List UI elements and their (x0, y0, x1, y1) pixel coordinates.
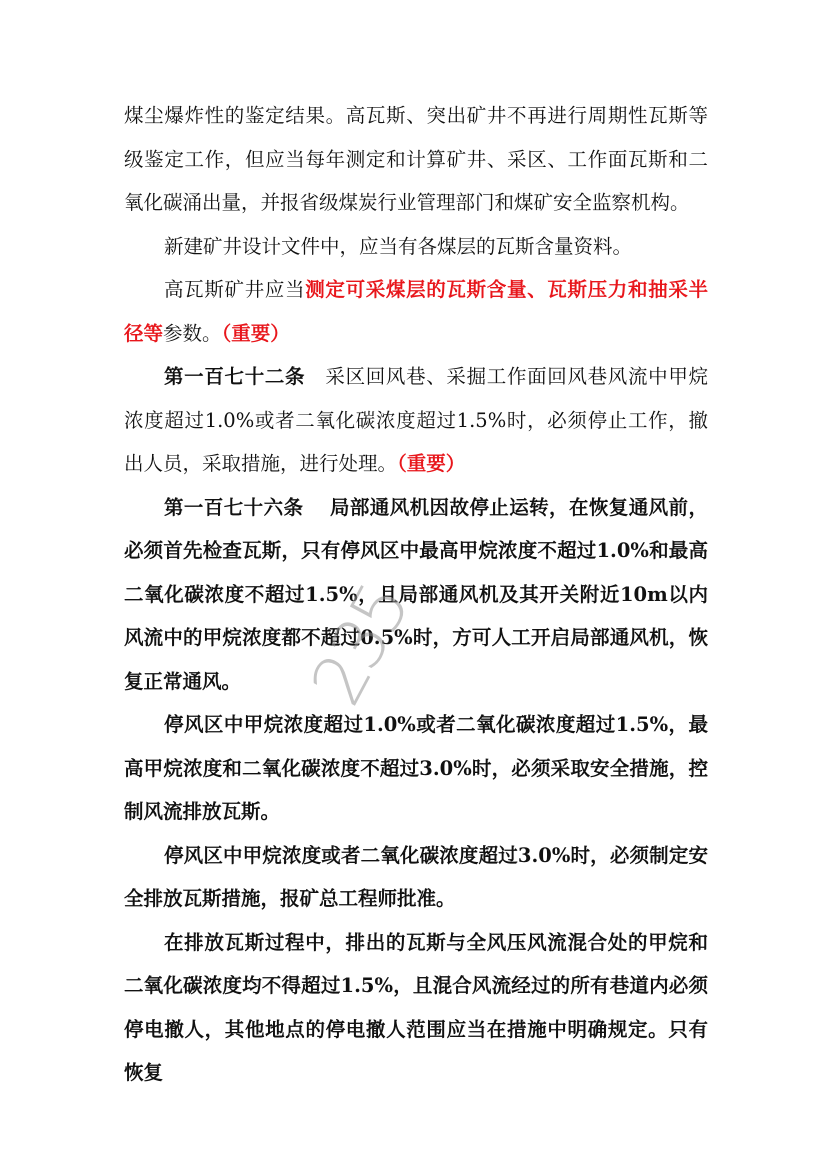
text-segment: 新建矿井设计文件中，应当有各煤层的瓦斯含量资料。 (164, 234, 633, 258)
text-segment: 高瓦斯矿井应当 (164, 278, 306, 301)
document-page (124, 94, 708, 1095)
important-tag: （重要） (221, 321, 290, 345)
article-172 (124, 355, 708, 486)
text-segment: 参数。 (163, 321, 222, 345)
text-segment: 煤尘爆炸性的鉴定结果。高瓦斯、突出矿井不再进行周期性瓦斯等级鉴定工作，但应当每年测定和计算矿井、采区、工作面瓦斯和二氧化碳涌出量，并报省级煤炭行业管理部门和煤矿安全监察机构。 (124, 104, 708, 214)
article-176 (124, 486, 708, 704)
paragraph-stopped-area-1 (124, 703, 708, 834)
important-tag: （重要） (397, 452, 466, 475)
text-segment: 局部通风机因故停止运转，在恢复通风前，必须首先检查瓦斯，只有停风区中最高甲烷浓度不超过1.0%和最高二氧化碳浓度不超过1.5%，且局部通风机及其开关附近10m以内风流中的甲烷浓度都不超过0.5%时，方可人工开启局部通风机，恢复正常通风。 (124, 495, 708, 693)
page-number-watermark: 235 (295, 572, 425, 718)
text-segment: 停风区中甲烷浓度超过1.0%或者二氧化碳浓度超过1.5%，最高甲烷浓度和二氧化碳浓度不超过3.0%时，必须采取安全措施，控制风流排放瓦斯。 (124, 713, 708, 823)
highlighted-text: 测定可采煤层的瓦斯含量、瓦斯压力和抽采半径等 (124, 278, 708, 345)
article-number: 第一百七十二条 (164, 365, 306, 388)
paragraph-gas-discharge (124, 921, 708, 1095)
text-segment: 采区回风巷、采掘工作面回风巷风流中甲烷浓度超过1.0%或者二氧化碳浓度超过1.5%时，必须停止工作，撤出人员，采取措施，进行处理。 (124, 365, 708, 475)
text-segment: 停风区中甲烷浓度或者二氧化碳浓度超过3.0%时，必须制定安全排放瓦斯措施，报矿总工程师批准。 (124, 843, 708, 910)
article-number: 第一百七十六条 (164, 495, 304, 519)
text-segment: 在排放瓦斯过程中，排出的瓦斯与全风压风流混合处的甲烷和二氧化碳浓度均不得超过1.5%，且混合风流经过的所有巷道内必须停电撤人，其他地点的停电撤人范围应当在措施中明确规定。只有恢复 (124, 930, 708, 1084)
paragraph-high-gas-mine (124, 268, 708, 355)
paragraph-stopped-area-3 (124, 834, 708, 921)
paragraph-continuation (124, 94, 708, 225)
paragraph-design-docs (124, 225, 708, 269)
